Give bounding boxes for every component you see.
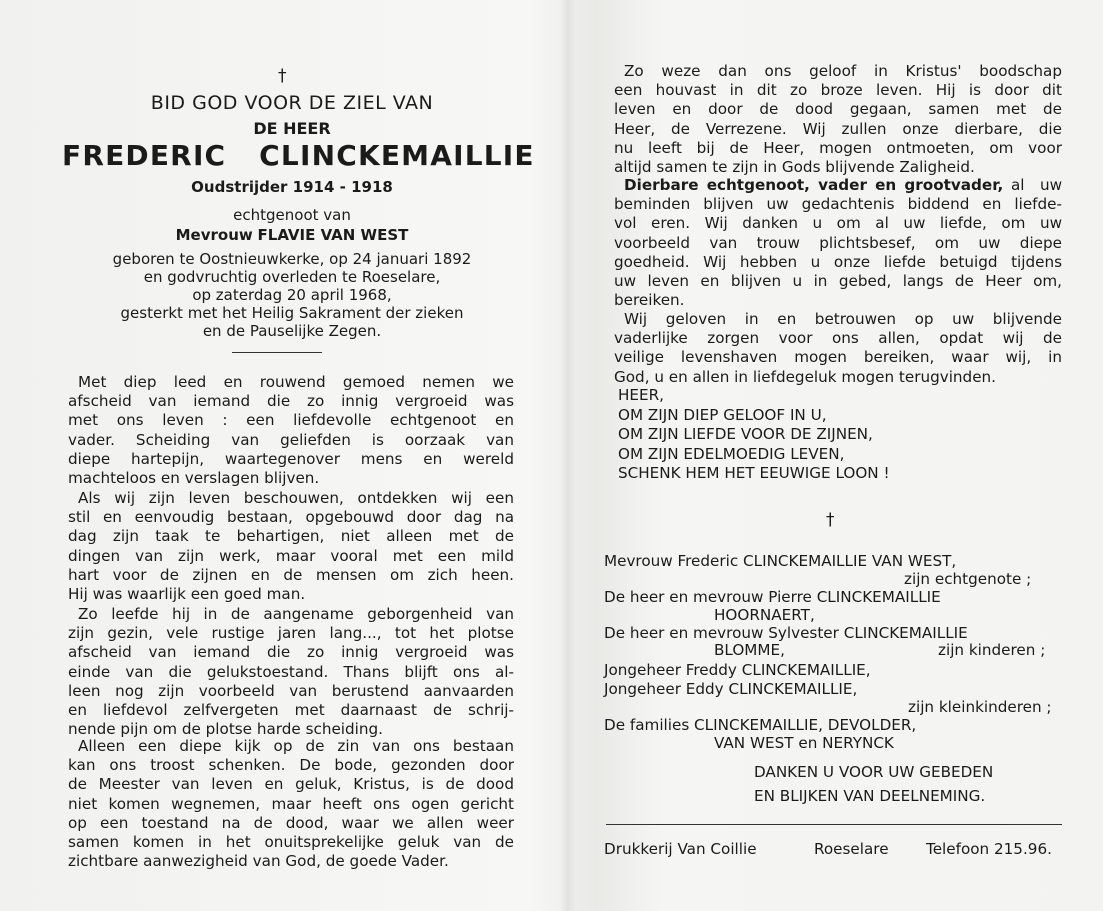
text-line: Alleen een diepe kijk op de zin van ons bestaan (78, 737, 514, 755)
prayer-line: OM ZIJN LIEFDE VOOR DE ZIJNEN, (618, 425, 873, 443)
spouse-name: FLAVIE VAN WEST (257, 226, 409, 244)
text-line: machteloos en verslagen blijven. (68, 468, 320, 487)
bio-line: geboren te Oostnieuwkerke, op 24 januari 1892 (112, 250, 472, 268)
prayer-line: HEER, (618, 386, 664, 404)
paragraph-6 (614, 176, 1062, 310)
family-line: Jongeheer Freddy CLINCKEMAILLIE, (604, 661, 871, 679)
text-line: Wij geloven in en betrouwen op uw blijvende (624, 310, 1062, 328)
text-line: dingen van zijn werk, maar vooral met een mild (68, 546, 514, 565)
text-line: hart voor de zijnen en de mensen om zich heen. (68, 565, 514, 584)
text-line: Zo leefde hij in de aangename geborgenheid van (78, 605, 514, 623)
text-line: stil en eenvoudig bestaan, opgebouwd door dag na (68, 508, 514, 527)
text-line: leen nog zijn voorbeeld van berustend aanvaarden (68, 681, 514, 700)
title-heer: DE HEER (253, 119, 331, 138)
family-line: zijn echtgenote ; (904, 570, 1032, 588)
family-line: zijn kleinkinderen ; (908, 698, 1052, 716)
text-line: Als wij zijn leven beschouwen, ontdekken wij een (78, 489, 514, 507)
text-line: samen komen in het onuitsprekelijke geluk van de (68, 832, 514, 851)
text-line: op een toestand na de dood, waar we allen weer (68, 813, 514, 832)
paragraph-1 (68, 373, 514, 488)
text-line: niet komen wegnemen, maar heeft ons ogen gericht (68, 794, 514, 813)
text-line: de Meester van leven en geluk, Kristus, is de dood (68, 775, 514, 794)
text-line: veilige levenshaven mogen bereiken, waar wij, in (614, 348, 1062, 367)
printer-phone: Telefoon 215.96. (926, 840, 1052, 858)
text-line: en liefdevol zelfvergeten met daarnaast de schrij- (68, 700, 514, 719)
spouse-prefix: Mevrouw (175, 226, 253, 244)
cross-icon: † (826, 510, 835, 530)
prayer-line: OM ZIJN DIEP GELOOF IN U, (618, 405, 827, 424)
spouse-line (62, 226, 522, 244)
prayer-line: SCHENK HEM HET EEUWIGE LOON ! (618, 464, 890, 482)
text-line: kan ons troost schenken. De bode, gezonden door (68, 756, 514, 775)
family-line: De heer en mevrouw Pierre CLINCKEMAILLIE (604, 588, 941, 606)
prayer-heading: BID GOD VOOR DE ZIEL VAN (150, 92, 434, 114)
text-line: uw leven en blijven u in gebed, langs de Heer om, (614, 271, 1062, 290)
text-line: nende pijn om de plotse harde scheiding. (68, 720, 383, 739)
spouse-label: echtgenoot van (233, 206, 351, 224)
text-line: met ons leven : een liefdevolle echtgenoot en (68, 411, 514, 430)
text-line: altijd samen te zijn in Gods blijvende Zaligheid. (614, 157, 975, 176)
bio-line: gesterkt met het Heilig Sakrament der zieken (120, 304, 464, 322)
text-line: Heer, de Verrezene. Wij zullen onze dierbare, die (614, 119, 1062, 138)
paragraph-4 (68, 737, 514, 871)
closing-prayer (618, 386, 890, 484)
bio-line: en de Pauselijke Zegen. (202, 322, 382, 340)
family-line: BLOMME, (714, 641, 785, 659)
text-line: einde van die gelukstoestand. Thans blijft ons al- (68, 662, 514, 681)
family-line: Jongeheer Eddy CLINCKEMAILLIE, (604, 680, 858, 698)
bold-phrase: Dierbare echtgenoot, vader en grootvader, (624, 176, 1004, 194)
text-line: diepe hartepijn, waartegenover mens en wereld (68, 449, 514, 468)
text-line: bereiken. (614, 291, 685, 310)
text-line: afscheid van iemand die zo innig vergroeid was (68, 392, 514, 411)
prayer-line: OM ZIJN EDELMOEDIG LEVEN, (618, 444, 845, 463)
text-line: God, u en allen in liefdegeluk mogen terugvinden. (614, 367, 996, 386)
text-line: Met diep leed en rouwend gemoed nemen we (78, 373, 514, 391)
bio-line: en godvruchtig overleden te Roeselare, (143, 268, 441, 286)
bio-line: op zaterdag 20 april 1968, (192, 286, 392, 304)
text-line: afscheid van iemand die zo innig vergroeid was (68, 643, 514, 662)
thanks-line: DANKEN U VOOR UW GEBEDEN (754, 763, 994, 781)
printer-city: Roeselare (814, 840, 889, 858)
thanks-block (754, 760, 993, 808)
text-line: nu leeft bij de Heer, mogen ontmoeten, om voor (614, 138, 1062, 157)
veteran-line: Oudstrijder 1914 - 1918 (191, 178, 393, 196)
thanks-line: EN BLIJKEN VAN DEELNEMING. (754, 787, 986, 805)
text-line: zijn gezin, vele rustige jaren lang..., tot het plotse (68, 624, 514, 643)
text-line: Dierbare echtgenoot, vader en grootvader, al uw (624, 176, 1063, 194)
family-line: HOORNAERT, (714, 606, 815, 624)
text-line: vaderlijke zorgen voor ons allen, opdat wij de (614, 329, 1062, 348)
paragraph-2 (68, 489, 514, 604)
text-line: dag zijn taak te behartigen, niet alleen met de (68, 527, 514, 546)
family-line: Mevrouw Frederic CLINCKEMAILLIE VAN WEST, (604, 552, 957, 570)
text-line: vader. Scheiding van geliefden is oorzaak van (68, 430, 514, 449)
family-line: zijn kinderen ; (938, 641, 1046, 659)
paragraph-7 (614, 310, 1062, 387)
printer-name: Drukkerij Van Coillie (604, 840, 757, 858)
deceased-name: FREDERIC CLINCKEMAILLIE (62, 139, 535, 172)
paragraph-5 (614, 62, 1062, 177)
card-fold (560, 0, 576, 911)
cross-icon: † (278, 66, 287, 86)
text-line: Hij was waarlijk een goed man. (68, 584, 306, 603)
text-line: Zo weze dan ons geloof in Kristus' boodschap (624, 62, 1062, 80)
text-line: leven en door de dood gegaan, samen met de (614, 100, 1062, 119)
paragraph-3 (68, 605, 514, 739)
text-line: zichtbare aanwezigheid van God, de goede Vader. (68, 852, 449, 871)
text-line: beminden blijven uw gedachtenis biddend en liefde- (614, 195, 1062, 214)
text-line: vol eren. Wij danken u om al uw liefde, om uw (614, 214, 1062, 233)
divider (606, 824, 1062, 825)
family-line: De families CLINCKEMAILLIE, DEVOLDER, (604, 716, 917, 734)
family-line: De heer en mevrouw Sylvester CLINCKEMAILLIE (604, 624, 968, 642)
divider (232, 352, 322, 353)
text-line: goedheid. Wij hebben u onze liefde betuigd tijdens (614, 252, 1062, 271)
family-line: VAN WEST en NERYNCK (714, 734, 894, 752)
text-line: een houvast in dit zo broze leven. Hij is door dit (614, 81, 1062, 100)
text-line: voorbeeld van trouw plichtsbesef, om uw diepe (614, 233, 1062, 252)
